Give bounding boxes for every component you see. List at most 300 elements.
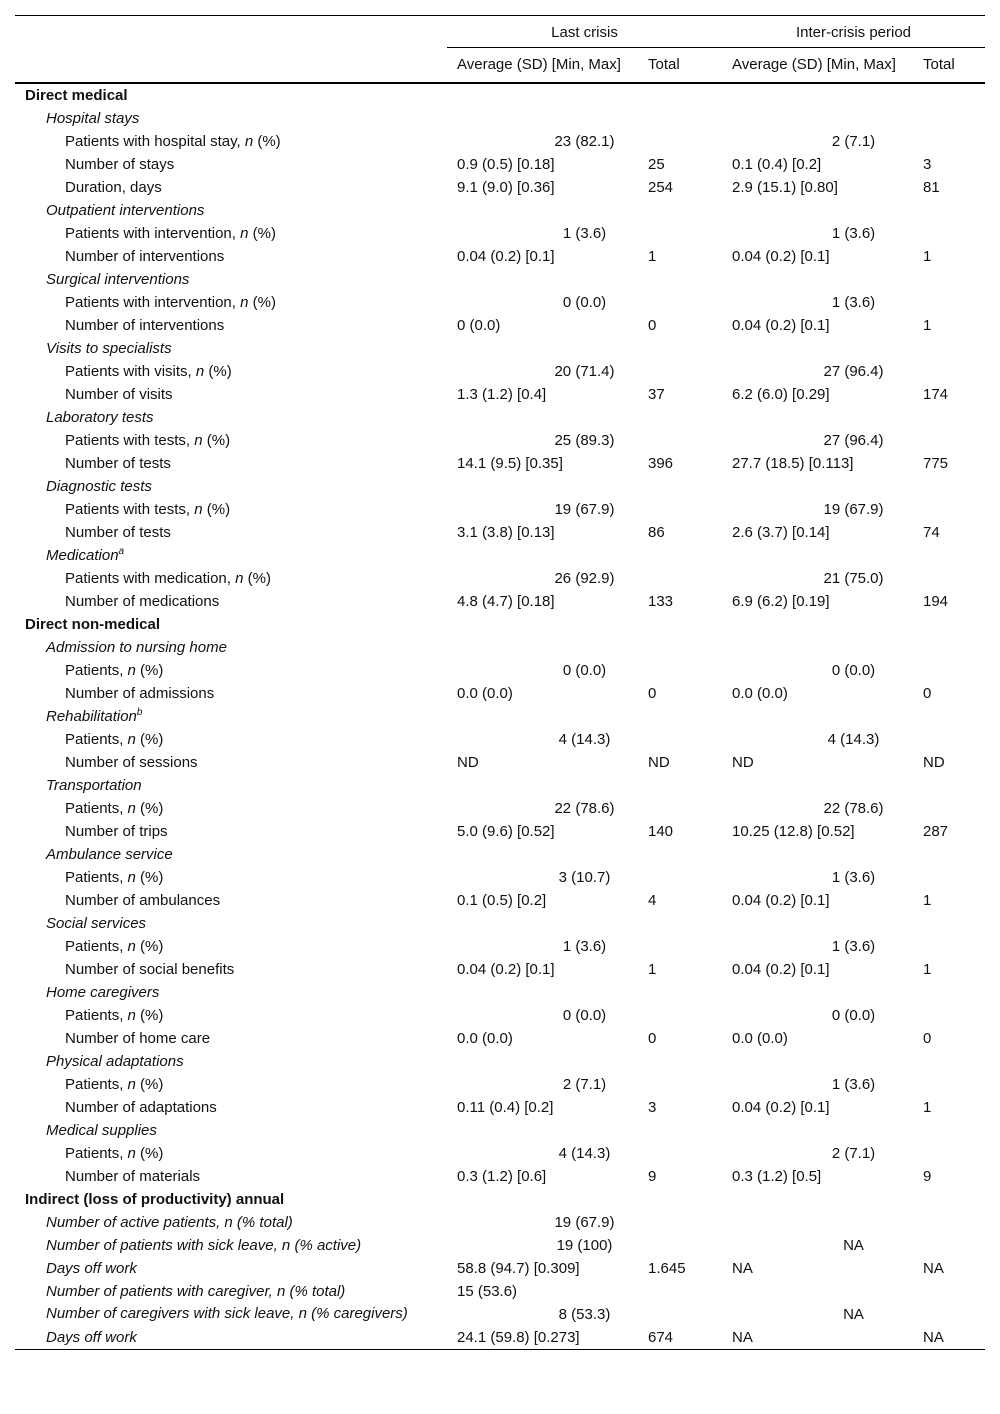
- inter-crisis-value: 1 (3.6): [831, 294, 876, 311]
- subsection-title: Medication$^a$: [46, 546, 125, 564]
- table-row: [15, 1027, 985, 1050]
- last-crisis-average: 0.1 (0.5) [0.2]: [457, 892, 547, 909]
- last-crisis-total: 1: [648, 248, 657, 265]
- table-row: [15, 176, 985, 199]
- table-row: [15, 452, 985, 475]
- row-label: Number of admissions: [65, 685, 215, 702]
- header-last-crisis: Last crisis: [447, 16, 722, 48]
- last-crisis-value: 23 (82.1): [554, 133, 615, 150]
- inter-crisis-total: 1: [923, 317, 932, 334]
- inter-crisis-total: 9: [923, 1168, 932, 1185]
- table-row: [15, 521, 985, 544]
- blank-cell: [913, 475, 985, 498]
- n-symbol: n: [127, 662, 136, 679]
- blank-cell: [913, 981, 985, 1004]
- cost-table: [15, 15, 985, 1350]
- inter-crisis-average: 2.9 (15.1) [0.80]: [732, 179, 838, 196]
- header-ic-average: Average (SD) [Min, Max]: [732, 56, 896, 73]
- table-row: [15, 1257, 985, 1280]
- row-label: Patients, n (%): [65, 1007, 164, 1024]
- inter-crisis-total: 0: [923, 685, 932, 702]
- blank-cell: [638, 912, 722, 935]
- inter-crisis-average: 27.7 (18.5) [0.113]: [732, 455, 854, 472]
- row-label: Number of caregivers with sick leave, n (% caregivers): [46, 1305, 408, 1322]
- n-symbol: n: [194, 432, 203, 449]
- subsection-title: Surgical interventions: [46, 271, 190, 288]
- row-label: Number of ambulances: [65, 892, 221, 909]
- last-crisis-average: 0.11 (0.4) [0.2]: [457, 1099, 554, 1116]
- last-crisis-value: 25 (89.3): [554, 432, 615, 449]
- subsection-title: Admission to nursing home: [46, 639, 227, 656]
- last-crisis-average: 0.3 (1.2) [0.6]: [457, 1168, 547, 1185]
- table-row: [15, 1165, 985, 1188]
- table-row: [15, 475, 985, 498]
- inter-crisis-total: 1: [923, 1099, 932, 1116]
- inter-crisis-value: 22 (78.6): [823, 800, 884, 817]
- blank-cell: [722, 83, 913, 107]
- blank-cell: [722, 636, 913, 659]
- table-row: [15, 843, 985, 866]
- row-label: Number of patients with caregiver, n (% total): [46, 1283, 346, 1300]
- last-crisis-value: 8 (53.3): [558, 1306, 611, 1323]
- row-label: Patients with medication, n (%): [65, 570, 271, 587]
- blank-cell: [638, 268, 722, 291]
- inter-crisis-average: 0.04 (0.2) [0.1]: [732, 961, 830, 978]
- table-row: [15, 889, 985, 912]
- inter-crisis-value: 1 (3.6): [831, 938, 876, 955]
- last-crisis-total: 37: [648, 386, 665, 403]
- table-row: [15, 1303, 985, 1326]
- n-symbol: n: [240, 294, 249, 311]
- last-crisis-total: 86: [648, 524, 665, 541]
- table-row: [15, 429, 985, 452]
- last-crisis-value: 26 (92.9): [554, 570, 615, 587]
- blank-cell: [447, 1119, 638, 1142]
- blank-cell: [447, 475, 638, 498]
- inter-crisis-total: 1: [923, 892, 932, 909]
- table-row: [15, 291, 985, 314]
- n-symbol: n: [194, 501, 203, 518]
- table-row: [15, 682, 985, 705]
- n-symbol: n: [240, 225, 249, 242]
- blank-cell: [638, 544, 722, 567]
- blank-cell: [447, 705, 638, 728]
- table-row: [15, 590, 985, 613]
- inter-crisis-value: 1 (3.6): [831, 1076, 876, 1093]
- blank-cell: [447, 199, 638, 222]
- table-row: [15, 107, 985, 130]
- table-row: [15, 1234, 985, 1257]
- blank-cell: [722, 268, 913, 291]
- n-symbol: n: [235, 570, 244, 587]
- inter-crisis-total: 174: [923, 386, 949, 403]
- inter-crisis-value: 0 (0.0): [831, 1007, 876, 1024]
- last-crisis-value: 19 (67.9): [554, 1214, 615, 1231]
- table-header: [15, 16, 985, 84]
- last-crisis-average: ND: [457, 754, 479, 771]
- blank-cell: [722, 1050, 913, 1073]
- blank-cell: [638, 107, 722, 130]
- last-crisis-value: 4 (14.3): [558, 1145, 611, 1162]
- row-label: Days off work: [46, 1329, 137, 1346]
- n-symbol: n: [244, 133, 254, 150]
- table-row: [15, 314, 985, 337]
- table-row: [15, 337, 985, 360]
- row-label: Number of sessions: [65, 754, 198, 771]
- blank-cell: [638, 337, 722, 360]
- table-row: [15, 567, 985, 590]
- inter-crisis-total: 775: [923, 455, 949, 472]
- blank-cell: [447, 636, 638, 659]
- row-label: Patients, n (%): [65, 662, 164, 679]
- blank-cell: [913, 705, 985, 728]
- blank-cell: [913, 83, 985, 107]
- blank-cell: [722, 843, 913, 866]
- inter-crisis-value: 19 (67.9): [823, 501, 884, 518]
- inter-crisis-total: ND: [923, 754, 945, 771]
- table-row: [15, 1119, 985, 1142]
- last-crisis-average: 4.8 (4.7) [0.18]: [457, 593, 555, 610]
- row-label: Number of visits: [65, 386, 173, 403]
- inter-crisis-total: 0: [923, 1030, 932, 1047]
- subsection-title: Diagnostic tests: [46, 478, 152, 495]
- blank-cell: [447, 774, 638, 797]
- blank-cell: [447, 981, 638, 1004]
- last-crisis-total: 674: [648, 1329, 674, 1346]
- row-label: Patients with visits, n (%): [65, 363, 232, 380]
- inter-crisis-value: NA: [843, 1306, 864, 1323]
- blank-cell: [722, 912, 913, 935]
- table-row: [15, 383, 985, 406]
- n-symbol: n: [127, 731, 136, 748]
- inter-crisis-average: 0.04 (0.2) [0.1]: [732, 248, 830, 265]
- subsection-title: Visits to specialists: [46, 340, 172, 357]
- inter-crisis-total: 1: [923, 248, 932, 265]
- inter-crisis-average: ND: [732, 754, 754, 771]
- inter-crisis-average: 0.3 (1.2) [0.5]: [732, 1168, 822, 1185]
- row-label: Patients, n (%): [65, 731, 164, 748]
- inter-crisis-value: [722, 1211, 985, 1234]
- table-row: [15, 912, 985, 935]
- inter-crisis-average: 0.04 (0.2) [0.1]: [732, 1099, 830, 1116]
- last-crisis-total: 396: [648, 455, 674, 472]
- n-symbol: n: [127, 938, 136, 955]
- row-label: Patients, n (%): [65, 869, 164, 886]
- table-row: [15, 498, 985, 521]
- n-symbol: n: [127, 1145, 136, 1162]
- table-row: [15, 83, 985, 107]
- blank-cell: [638, 705, 722, 728]
- inter-crisis-average: 0.1 (0.4) [0.2]: [732, 156, 822, 173]
- table-row: [15, 981, 985, 1004]
- blank-cell: [722, 1119, 913, 1142]
- table-row: [15, 1073, 985, 1096]
- inter-crisis-average: 0.04 (0.2) [0.1]: [732, 892, 830, 909]
- last-crisis-total: 133: [648, 593, 674, 610]
- blank-cell: [913, 107, 985, 130]
- last-crisis-average: 5.0 (9.6) [0.52]: [457, 823, 555, 840]
- blank-cell: [447, 613, 638, 636]
- row-label: Number of home care: [65, 1030, 211, 1047]
- last-crisis-value: 0 (0.0): [562, 1007, 607, 1024]
- inter-crisis-value: 27 (96.4): [823, 432, 884, 449]
- subsection-title: Social services: [46, 915, 147, 932]
- last-crisis-value: 15 (53.6): [457, 1283, 518, 1300]
- inter-crisis-average: 0.04 (0.2) [0.1]: [732, 317, 830, 334]
- inter-crisis-value: 0 (0.0): [831, 662, 876, 679]
- inter-crisis-total: NA: [923, 1329, 944, 1346]
- n-symbol: n: [127, 869, 136, 886]
- last-crisis-total: 0: [648, 317, 657, 334]
- table-row: [15, 130, 985, 153]
- blank-cell: [638, 1188, 722, 1211]
- blank-cell: [722, 1188, 913, 1211]
- blank-cell: [638, 774, 722, 797]
- inter-crisis-value: 4 (14.3): [827, 731, 880, 748]
- subsection-title: Transportation: [46, 777, 142, 794]
- row-label: Days off work: [46, 1260, 137, 1277]
- blank-cell: [722, 475, 913, 498]
- blank-cell: [638, 1119, 722, 1142]
- inter-crisis-value: 2 (7.1): [831, 133, 876, 150]
- row-label: Number of tests: [65, 455, 171, 472]
- row-label: Number of materials: [65, 1168, 201, 1185]
- last-crisis-total: 140: [648, 823, 674, 840]
- inter-crisis-total: 287: [923, 823, 949, 840]
- n-symbol: n: [127, 1076, 136, 1093]
- blank-cell: [722, 544, 913, 567]
- blank-cell: [722, 406, 913, 429]
- table-row: [15, 222, 985, 245]
- footnote-mark: b: [136, 707, 143, 718]
- last-crisis-average: 0.9 (0.5) [0.18]: [457, 156, 555, 173]
- header-ic-total: Total: [923, 56, 955, 73]
- subsection-title: Medical supplies: [46, 1122, 157, 1139]
- blank-cell: [638, 636, 722, 659]
- table-row: [15, 958, 985, 981]
- last-crisis-average: 0.0 (0.0): [457, 1030, 513, 1047]
- row-label: Number of stays: [65, 156, 175, 173]
- row-label: Patients, n (%): [65, 800, 164, 817]
- inter-crisis-total: 74: [923, 524, 940, 541]
- subsection-title: Outpatient interventions: [46, 202, 205, 219]
- row-label: Number of interventions: [65, 317, 225, 334]
- last-crisis-value: 4 (14.3): [558, 731, 611, 748]
- last-crisis-average: 24.1 (59.8) [0.273]: [457, 1329, 580, 1346]
- last-crisis-value: 20 (71.4): [554, 363, 615, 380]
- row-label: Patients with tests, n (%): [65, 501, 231, 518]
- table-row: [15, 613, 985, 636]
- last-crisis-total: 0: [648, 685, 657, 702]
- last-crisis-average: 0.04 (0.2) [0.1]: [457, 961, 555, 978]
- blank-cell: [913, 544, 985, 567]
- subsection-title: Laboratory tests: [46, 409, 154, 426]
- table-row: [15, 728, 985, 751]
- last-crisis-value: 1 (3.6): [562, 225, 607, 242]
- last-crisis-average: 1.3 (1.2) [0.4]: [457, 386, 547, 403]
- last-crisis-value: 1 (3.6): [562, 938, 607, 955]
- table-row: [15, 1280, 985, 1303]
- table-row: [15, 705, 985, 728]
- last-crisis-average: 0.0 (0.0): [457, 685, 513, 702]
- table-row: [15, 659, 985, 682]
- blank-cell: [913, 1188, 985, 1211]
- table-row: [15, 1188, 985, 1211]
- header-lc-average: Average (SD) [Min, Max]: [457, 56, 621, 73]
- inter-crisis-total: 1: [923, 961, 932, 978]
- blank-cell: [447, 1188, 638, 1211]
- blank-cell: [722, 107, 913, 130]
- blank-cell: [447, 912, 638, 935]
- blank-cell: [913, 1050, 985, 1073]
- last-crisis-average: 14.1 (9.5) [0.35]: [457, 455, 563, 472]
- inter-crisis-value: NA: [843, 1237, 864, 1254]
- subsection-title: Physical adaptations: [46, 1053, 184, 1070]
- row-label: Number of interventions: [65, 248, 225, 265]
- blank-cell: [913, 774, 985, 797]
- last-crisis-total: 1: [648, 961, 657, 978]
- table-row: [15, 820, 985, 843]
- blank-cell: [913, 613, 985, 636]
- last-crisis-total: 4: [648, 892, 657, 909]
- subsection-title: Ambulance service: [46, 846, 173, 863]
- footnote-mark: a: [118, 546, 125, 557]
- blank-cell: [638, 843, 722, 866]
- section-title: Direct medical: [25, 87, 128, 104]
- row-label: Number of patients with sick leave, n (% active): [46, 1237, 362, 1254]
- inter-crisis-average: 6.2 (6.0) [0.29]: [732, 386, 830, 403]
- blank-cell: [913, 843, 985, 866]
- table-row: [15, 751, 985, 774]
- row-label: Number of social benefits: [65, 961, 235, 978]
- table-row: [15, 153, 985, 176]
- n-symbol: n: [195, 363, 205, 380]
- blank-cell: [722, 199, 913, 222]
- row-label: Number of tests: [65, 524, 171, 541]
- table-row: [15, 544, 985, 567]
- row-label: Patients with hospital stay, n (%): [65, 133, 281, 150]
- blank-cell: [722, 613, 913, 636]
- table-row: [15, 406, 985, 429]
- table-row: [15, 774, 985, 797]
- blank-cell: [447, 107, 638, 130]
- blank-cell: [638, 613, 722, 636]
- blank-cell: [447, 337, 638, 360]
- blank-cell: [913, 268, 985, 291]
- table-row: [15, 268, 985, 291]
- row-label: Number of medications: [65, 593, 220, 610]
- subsection-title: Rehabilitation$^b$: [46, 707, 143, 725]
- n-symbol: n: [127, 800, 136, 817]
- last-crisis-value: 3 (10.7): [558, 869, 611, 886]
- blank-cell: [722, 774, 913, 797]
- last-crisis-average: 0 (0.0): [457, 317, 501, 334]
- header-blank: [15, 16, 447, 48]
- table-row: [15, 935, 985, 958]
- table-body: [15, 83, 985, 1350]
- blank-cell: [913, 636, 985, 659]
- subsection-title: Hospital stays: [46, 110, 140, 127]
- row-label: Patients with intervention, n (%): [65, 225, 276, 242]
- last-crisis-value: 0 (0.0): [562, 294, 607, 311]
- last-crisis-value: 19 (100): [556, 1237, 613, 1254]
- row-label: Patients with intervention, n (%): [65, 294, 276, 311]
- inter-crisis-value: 1 (3.6): [831, 225, 876, 242]
- blank-cell: [913, 1280, 985, 1303]
- blank-cell: [447, 1050, 638, 1073]
- last-crisis-value: 22 (78.6): [554, 800, 615, 817]
- blank-cell: [722, 337, 913, 360]
- last-crisis-total: 3: [648, 1099, 657, 1116]
- table-row: [15, 1326, 985, 1350]
- last-crisis-average: 0.04 (0.2) [0.1]: [457, 248, 555, 265]
- blank-cell: [638, 199, 722, 222]
- blank-cell: [638, 981, 722, 1004]
- inter-crisis-average: 0.0 (0.0): [732, 1030, 788, 1047]
- blank-cell: [638, 475, 722, 498]
- last-crisis-average: 3.1 (3.8) [0.13]: [457, 524, 555, 541]
- last-crisis-total: 9: [648, 1168, 657, 1185]
- table-row: [15, 797, 985, 820]
- inter-crisis-average: NA: [732, 1329, 753, 1346]
- last-crisis-total: 254: [648, 179, 674, 196]
- table-row: [15, 360, 985, 383]
- row-label: Duration, days: [65, 179, 162, 196]
- row-label: Number of active patients, n (% total): [46, 1214, 293, 1231]
- inter-crisis-total: 194: [923, 593, 949, 610]
- row-label: Number of trips: [65, 823, 168, 840]
- table-row: [15, 1096, 985, 1119]
- inter-crisis-value: 21 (75.0): [823, 570, 884, 587]
- last-crisis-value: 2 (7.1): [562, 1076, 607, 1093]
- last-crisis-total: ND: [648, 754, 670, 771]
- blank-cell: [913, 337, 985, 360]
- blank-cell: [722, 705, 913, 728]
- last-crisis-total: 25: [648, 156, 665, 173]
- table-row: [15, 199, 985, 222]
- row-label: Patients, n (%): [65, 1145, 164, 1162]
- inter-crisis-average: 6.9 (6.2) [0.19]: [732, 593, 830, 610]
- inter-crisis-average: 0.0 (0.0): [732, 685, 788, 702]
- table-row: [15, 1004, 985, 1027]
- blank-cell: [638, 83, 722, 107]
- inter-crisis-value: 27 (96.4): [823, 363, 884, 380]
- row-label: Patients, n (%): [65, 1076, 164, 1093]
- table-row: [15, 866, 985, 889]
- blank-cell: [638, 1280, 722, 1303]
- blank-cell: [447, 843, 638, 866]
- subsection-title: Home caregivers: [46, 984, 160, 1001]
- blank-cell: [913, 1119, 985, 1142]
- inter-crisis-value: 2 (7.1): [831, 1145, 876, 1162]
- blank-cell: [913, 912, 985, 935]
- inter-crisis-average: NA: [732, 1260, 753, 1277]
- last-crisis-value: 19 (67.9): [554, 501, 615, 518]
- last-crisis-value: 0 (0.0): [562, 662, 607, 679]
- header-inter-crisis: Inter-crisis period: [722, 16, 985, 48]
- inter-crisis-value: 1 (3.6): [831, 869, 876, 886]
- row-label: Patients with tests, n (%): [65, 432, 231, 449]
- header-blank-2: [15, 48, 447, 84]
- table-row: [15, 636, 985, 659]
- last-crisis-average: 9.1 (9.0) [0.36]: [457, 179, 555, 196]
- blank-cell: [913, 406, 985, 429]
- blank-cell: [447, 83, 638, 107]
- blank-cell: [913, 199, 985, 222]
- inter-crisis-average: 10.25 (12.8) [0.52]: [732, 823, 855, 840]
- blank-cell: [447, 268, 638, 291]
- table-row: [15, 1050, 985, 1073]
